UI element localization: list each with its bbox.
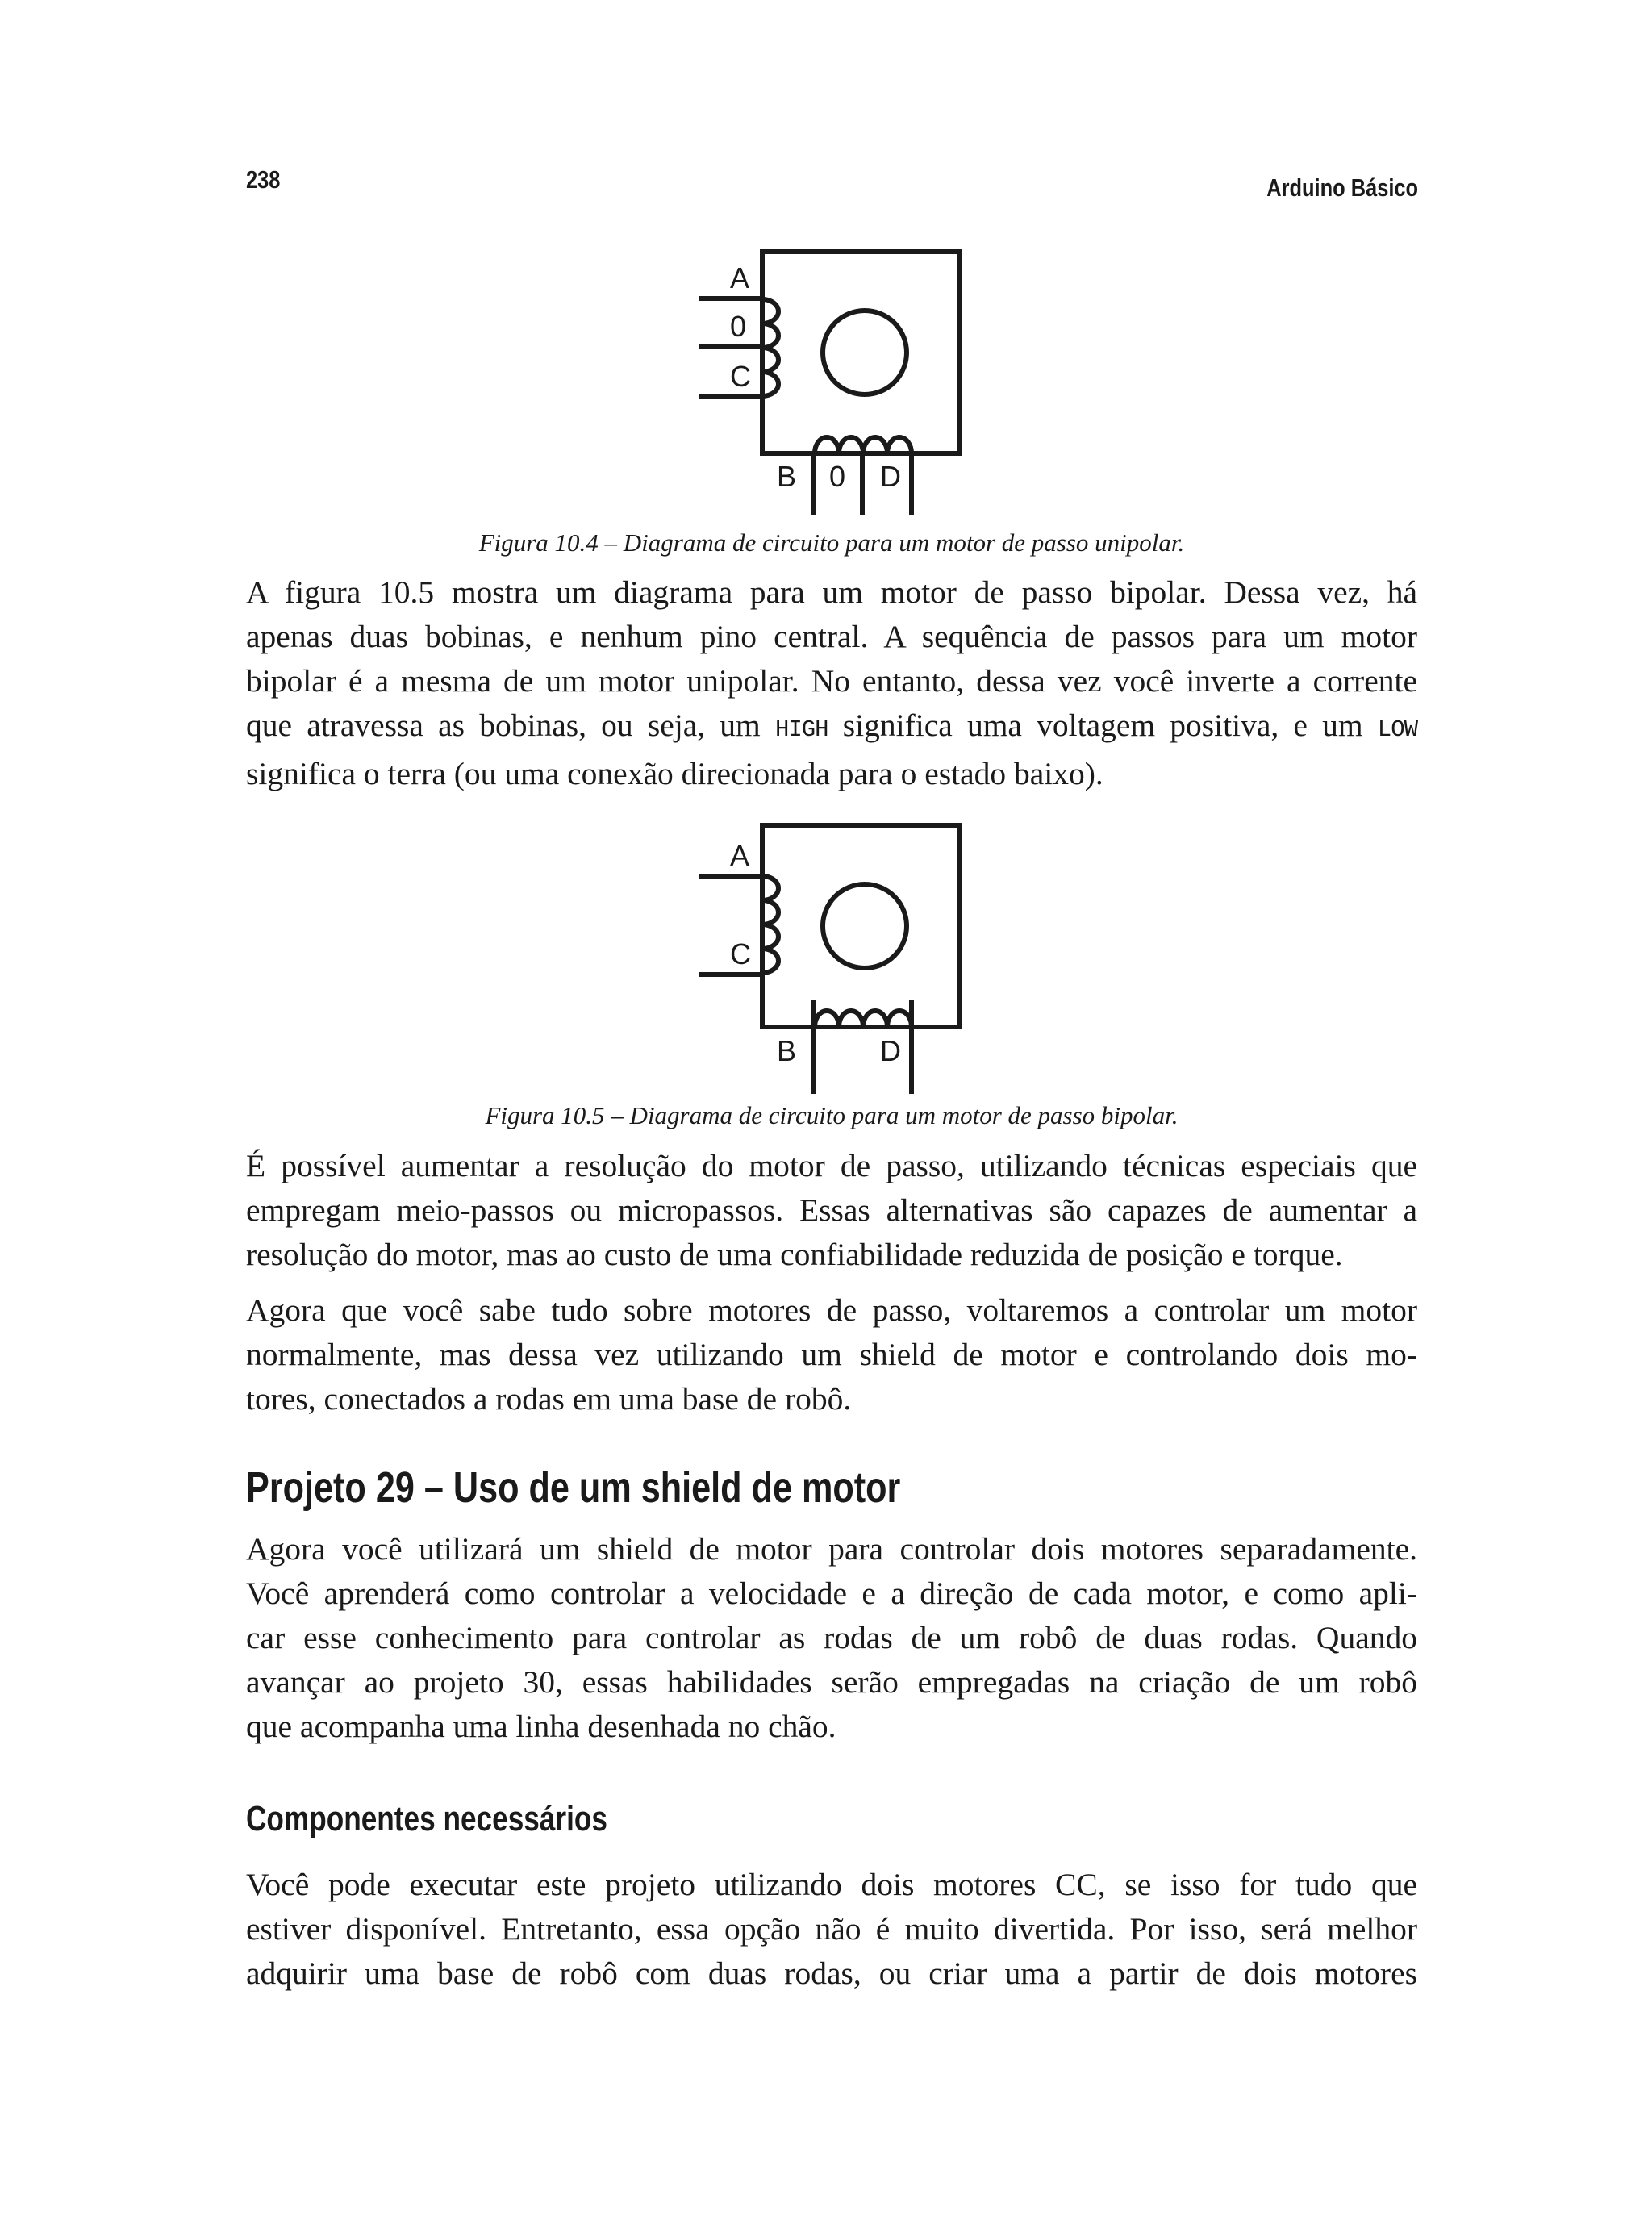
text-line: avançar ao projeto 30, essas habilidades serão empregadas na criação de um robô [246, 1664, 1417, 1700]
paragraph-project-intro [246, 1527, 1417, 1749]
pin-label-d: D [880, 1034, 901, 1067]
rotor [823, 311, 907, 394]
text-line: que acompanha uma linha desenhada no chão. [246, 1709, 836, 1744]
page-number: 238 [246, 165, 281, 194]
pin-label-b: B [777, 1034, 797, 1067]
text-line: Você aprenderá como controlar a velocidade e a direção de cada motor, e como apli- [246, 1576, 1417, 1611]
text-line: Você pode executar este projeto utilizando dois motores CC, se isso for tudo que [246, 1867, 1417, 1902]
text-fragment: que atravessa as bobinas, ou seja, um [246, 707, 775, 743]
pin-label-0-left: 0 [730, 310, 747, 343]
paragraph-components [246, 1863, 1417, 1996]
pin-label-c: C [730, 360, 751, 393]
paragraph-resolution [246, 1144, 1417, 1277]
figure-10-5-caption: Figura 10.5 – Diagrama de circuito para um motor de passo bipolar. [485, 1101, 1179, 1129]
text-line: estiver disponível. Entretanto, essa opção não é muito divertida. Por isso, será melhor [246, 1911, 1417, 1947]
unipolar-stepper-diagram [694, 242, 968, 516]
running-header-title: Arduino Básico [1266, 173, 1418, 202]
code-high: HIGH [774, 716, 828, 743]
text-line: resolução do motor, mas ao custo de uma confiabilidade reduzida de posição e torque. [246, 1237, 1343, 1272]
rotor [823, 884, 907, 968]
pin-label-b: B [777, 460, 797, 493]
pin-label-d: D [880, 460, 901, 493]
text-line: normalmente, mas dessa vez utilizando um shield de motor e controlando dois mo- [246, 1337, 1417, 1372]
figure-10-4-caption: Figura 10.4 – Diagrama de circuito para um motor de passo unipolar. [478, 528, 1185, 557]
code-low: LOW [1377, 716, 1418, 743]
text-line: apenas duas bobinas, e nenhum pino central. A sequência de passos para um motor [246, 619, 1417, 654]
pin-label-a: A [730, 839, 750, 872]
pin-label-c: C [730, 937, 751, 970]
paragraph-transition [246, 1288, 1417, 1421]
bipolar-stepper-diagram [694, 821, 968, 1100]
text-line: car esse conhecimento para controlar as rodas de um robô de duas rodas. Quando [246, 1620, 1417, 1655]
paragraph-bipolar-intro [246, 570, 1417, 796]
motor-body [762, 825, 960, 1027]
text-line: Agora que você sabe tudo sobre motores de passo, voltaremos a controlar um motor [246, 1292, 1417, 1328]
text-line: empregam meio-passos ou micropassos. Essas alternativas são capazes de aumentar a [246, 1192, 1417, 1228]
subsection-heading: Componentes necessários [246, 1799, 607, 1839]
text-line: adquirir uma base de robô com duas rodas, ou criar uma a partir de dois motores [246, 1955, 1417, 1991]
text-line: tores, conectados a rodas em uma base de robô. [246, 1381, 852, 1417]
motor-body [762, 252, 960, 453]
text-line: Agora você utilizará um shield de motor para controlar dois motores separadamente. [246, 1531, 1417, 1567]
text-line-with-code [246, 703, 1417, 752]
text-fragment: significa uma voltagem positiva, e um [828, 707, 1378, 743]
text-line: É possível aumentar a resolução do motor de passo, utilizando técnicas especiais que [246, 1148, 1417, 1183]
pin-label-a: A [730, 261, 750, 294]
text-line: bipolar é a mesma de um motor unipolar. No entanto, dessa vez você inverte a corrente [246, 663, 1417, 699]
pin-label-0-bottom: 0 [829, 460, 846, 493]
text-line: significa o terra (ou uma conexão direcionada para o estado baixo). [246, 756, 1103, 791]
section-heading: Projeto 29 – Uso de um shield de motor [246, 1463, 901, 1512]
text-line: A figura 10.5 mostra um diagrama para um motor de passo bipolar. Dessa vez, há [246, 574, 1417, 610]
